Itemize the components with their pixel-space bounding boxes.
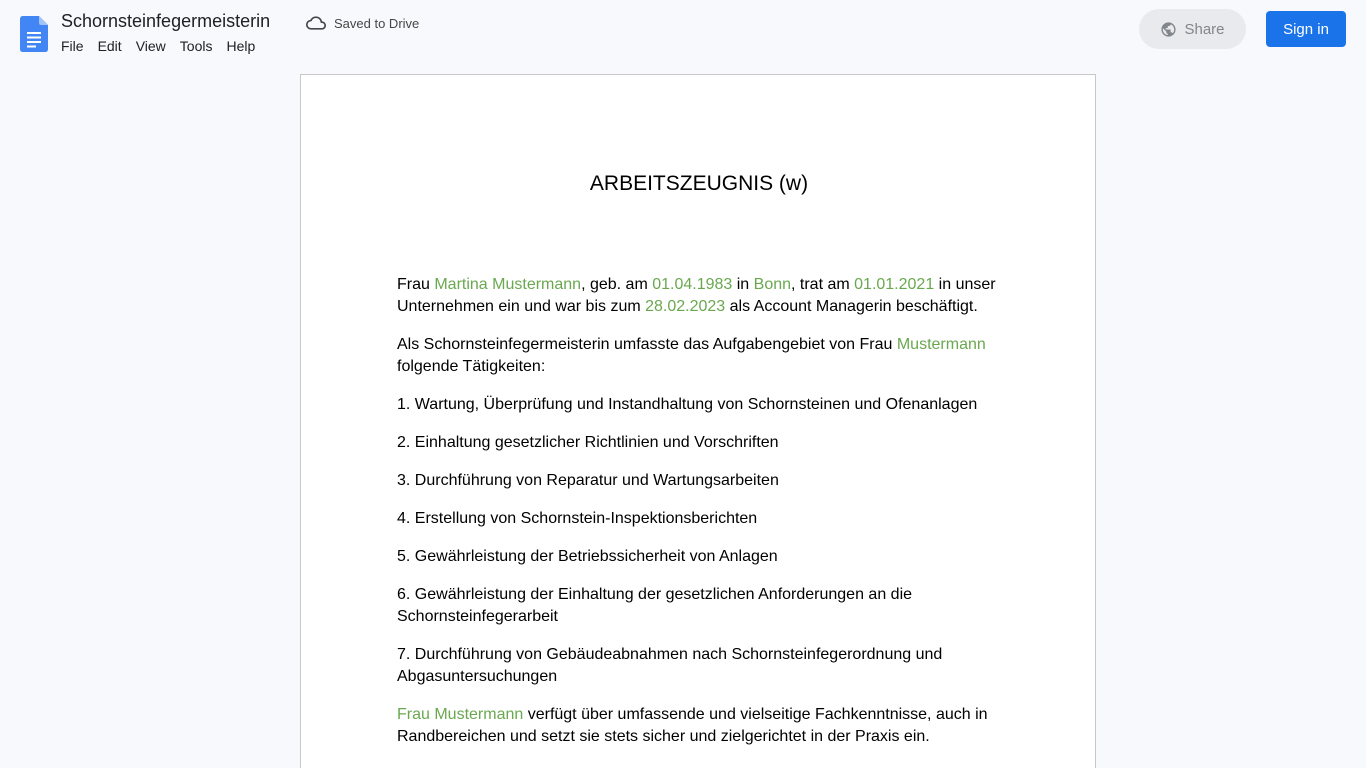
task-item: 7. Durchführung von Gebäudeabnahmen nach Schornsteinfegerordnung und Abgasuntersuchungen (397, 646, 943, 685)
document-heading: ARBEITSZEUGNIS (w) (589, 172, 809, 195)
task-item: 6. Gewährleistung der Einhaltung der gesetzlichen Anforderungen an die Schornsteinfegerarbeit (397, 586, 913, 625)
end-date: 28.02.2023 (645, 298, 726, 315)
cloud-done-icon (306, 13, 326, 33)
task-item: 4. Erstellung von Schornstein-Inspektionsberichten (397, 510, 758, 527)
start-date: 01.01.2021 (854, 276, 935, 293)
closing-text: verfügt über umfassende und vielseitige Fachkenntnisse, auch in Randbereichen und setzt sie stets sicher und zielgerichtet in der Praxis ein. (397, 706, 988, 745)
intro-text-3: in (732, 276, 754, 293)
birth-place: Bonn (753, 276, 792, 293)
intro-text-4: , trat am (791, 276, 855, 293)
sign-in-button[interactable]: Sign in (1266, 11, 1346, 47)
save-status-label: Saved to Drive (334, 15, 420, 31)
closing-paragraph (397, 704, 1001, 748)
task-item: 1. Wartung, Überprüfung und Instandhaltung von Schornsteinen und Ofenanlagen (397, 396, 978, 413)
menu-help[interactable]: Help (226, 38, 256, 54)
tasks-intro-text-2: folgende Tätigkeiten: (397, 358, 546, 375)
intro-text-5: in unser Unternehmen ein und war bis zum (397, 276, 996, 315)
task-item: 3. Durchführung von Reparatur und Wartungsarbeiten (397, 472, 779, 489)
menu-tools[interactable]: Tools (179, 38, 213, 54)
document-body (397, 274, 1001, 764)
birth-date: 01.04.1983 (652, 276, 733, 293)
menu-bar (54, 36, 262, 58)
employee-full-name: Frau Mustermann (397, 706, 524, 723)
document-title[interactable]: Schornsteinfegermeisterin (61, 11, 271, 31)
share-label: Share (1184, 20, 1225, 38)
intro-text-1: Frau (397, 276, 435, 293)
menu-edit[interactable]: Edit (97, 38, 122, 54)
employee-name: Martina Mustermann (434, 276, 582, 293)
menu-view[interactable]: View (135, 38, 166, 54)
globe-icon (1160, 21, 1177, 38)
share-button[interactable] (1139, 9, 1246, 49)
employee-surname: Mustermann (896, 336, 986, 353)
intro-text-6: als Account Managerin beschäftigt. (725, 298, 978, 315)
google-docs-icon[interactable] (20, 16, 48, 52)
app-header (0, 0, 1366, 64)
tasks-intro-paragraph (397, 334, 1001, 378)
tasks-intro-text-1: Als Schornsteinfegermeisterin umfasste das Aufgabengebiet von Frau (397, 336, 897, 353)
save-status[interactable] (306, 13, 419, 33)
menu-file[interactable]: File (61, 38, 84, 54)
task-item: 2. Einhaltung gesetzlicher Richtlinien und Vorschriften (397, 434, 779, 451)
intro-text-2: , geb. am (581, 276, 653, 293)
task-item: 5. Gewährleistung der Betriebssicherheit von Anlagen (397, 548, 778, 565)
intro-paragraph (397, 274, 1001, 318)
document-page[interactable] (300, 74, 1096, 768)
